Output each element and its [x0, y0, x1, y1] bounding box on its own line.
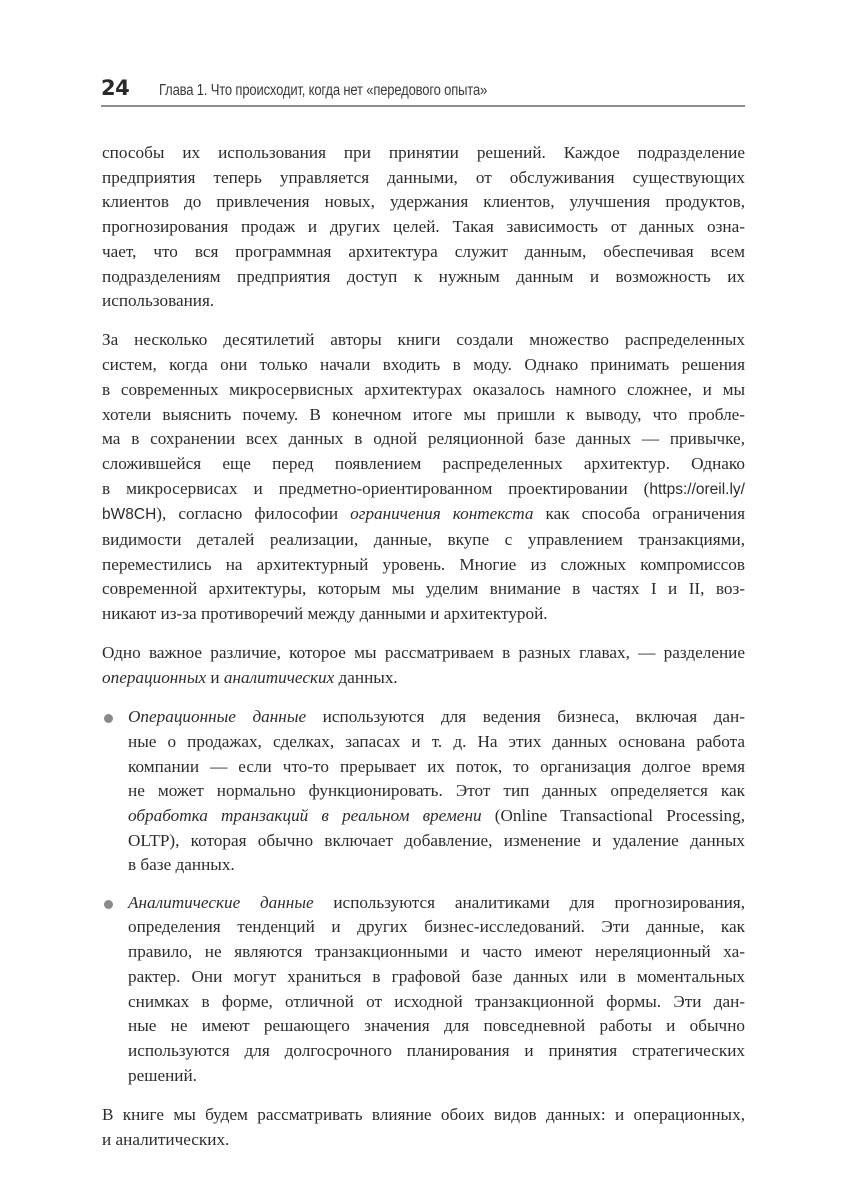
emphasis-term: ограничения контекста: [350, 504, 534, 524]
text-line: [102, 477, 745, 503]
text-line: [128, 891, 745, 916]
text-line: не может нормально функционировать. Этот тип данных определяется как: [128, 781, 745, 801]
text-line: прогнозирования продаж и других целей. Такая зависимость от данных озна-: [102, 217, 745, 237]
list-item-analytical-data: [102, 891, 745, 1089]
emphasis-term: Операционные данные: [128, 707, 307, 727]
text-run: ), согласно философии: [156, 504, 351, 524]
emphasis-term: Аналитические данные: [128, 892, 314, 912]
paragraph-2: [102, 328, 745, 626]
bullet-list: [102, 705, 745, 1088]
emphasis-term: обработка транзакций в реальном времени: [128, 806, 482, 826]
text-line: современной архитектуры, которым мы уделим внимание в частях I и II, воз-: [102, 579, 745, 599]
text-line: видимости деталей реализации, данные, вкупе с управлением транзакциями,: [102, 530, 745, 550]
text-line: в базе данных.: [128, 855, 235, 875]
text-line: хотели выяснить почему. В конечном итоге мы пришли к выводу, что пробле-: [102, 404, 745, 424]
text-line: решений.: [128, 1065, 197, 1085]
text-line: [128, 804, 745, 829]
header-rule: [101, 105, 745, 107]
text-line: ные не имеют решающего значения для повседневной работы и обычно: [128, 1016, 745, 1036]
url-link[interactable]: https://oreil.ly/: [649, 480, 745, 498]
text-line: систем, когда они только начали входить в моду. Однако принимать решения: [102, 355, 745, 375]
text-run: и: [206, 668, 224, 688]
text-line: OLTP), которая обычно включает добавление, изменение и удаление данных: [128, 830, 745, 850]
text-line: способы их использования при принятии решений. Каждое подразделение: [102, 143, 745, 162]
text-line: [128, 705, 745, 730]
text-line: и аналитических.: [102, 1129, 230, 1149]
text-line: ма в сохранении всех данных в одной реляционной базе данных — привычке,: [102, 429, 745, 449]
text-line: предприятия теперь управляется данными, от обслуживания существующих: [102, 167, 745, 187]
text-line: чает, что вся программная архитектура служит данным, обеспечивая всем: [102, 241, 745, 261]
text-run: используются аналитиками для прогнозирования,: [313, 892, 745, 912]
text-run: (Online Transactional Processing,: [481, 806, 745, 826]
paragraph-3: [102, 641, 745, 690]
text-line: правило, не являются транзакционными и часто имеют нереляционный ха-: [128, 942, 745, 962]
running-head: Глава 1. Что происходит, когда нет «передового опыта»: [159, 82, 488, 99]
emphasis-term: операционных: [102, 668, 207, 688]
text-line: никают из-за противоречий между данными и архитектурой.: [102, 604, 548, 624]
text-run: в микросервисах и предметно-ориентированном проектировании (: [102, 478, 650, 498]
text-line: [102, 666, 745, 691]
text-run: как способа ограничения: [533, 504, 745, 524]
bullet-icon: [104, 900, 113, 909]
text-line: определения тенденций и других бизнес-исследований. Эти данные, как: [128, 917, 745, 937]
paragraph-closing: [102, 1103, 745, 1152]
text-line: клиентов до привлечения новых, удержания клиентов, улучшения продуктов,: [102, 192, 745, 212]
text-line: сложившейся еще перед появлением распределенных архитектур. Однако: [102, 453, 745, 473]
text-run: используются для ведения бизнеса, включая дан-: [306, 707, 745, 727]
page-number: 24: [101, 76, 130, 100]
text-line: ные о продажах, сделках, запасах и т. д. На этих данных основана работа: [128, 731, 745, 751]
url-link-continued[interactable]: bW8CH: [102, 506, 157, 524]
text-line: использования.: [102, 291, 215, 311]
text-line: рактер. Они могут храниться в графовой базе данных или в моментальных: [128, 966, 745, 986]
text-line: [102, 502, 745, 528]
text-line: снимках в форме, отличной от исходной транзакционной формы. Эти дан-: [128, 991, 745, 1011]
text-line: Одно важное различие, которое мы рассматриваем в разных главах, — разделение: [102, 643, 745, 663]
text-run: данных.: [334, 668, 398, 688]
text-line: используются для долгосрочного планирования и принятия стратегических: [128, 1040, 745, 1060]
list-item-operational-data: [102, 705, 745, 878]
bullet-icon: [104, 714, 113, 723]
emphasis-term: аналитических: [223, 668, 335, 688]
page-header: [101, 76, 745, 106]
page-body: [102, 141, 745, 1167]
text-line: В книге мы будем рассматривать влияние обоих видов данных: и операционных,: [102, 1104, 745, 1124]
text-line: в современных микросервисных архитектурах оказалось намного сложнее, и мы: [102, 379, 745, 399]
text-line: переместились на архитектурный уровень. Многие из сложных компромиссов: [102, 554, 745, 574]
text-line: компании — если что-то прерывает их поток, то организация долгое время: [128, 756, 745, 776]
text-line: За несколько десятилетий авторы книги создали множество распределенных: [102, 330, 745, 350]
text-line: подразделениям предприятия доступ к нужным данным и возможность их: [102, 266, 745, 286]
paragraph-1: [102, 141, 745, 314]
